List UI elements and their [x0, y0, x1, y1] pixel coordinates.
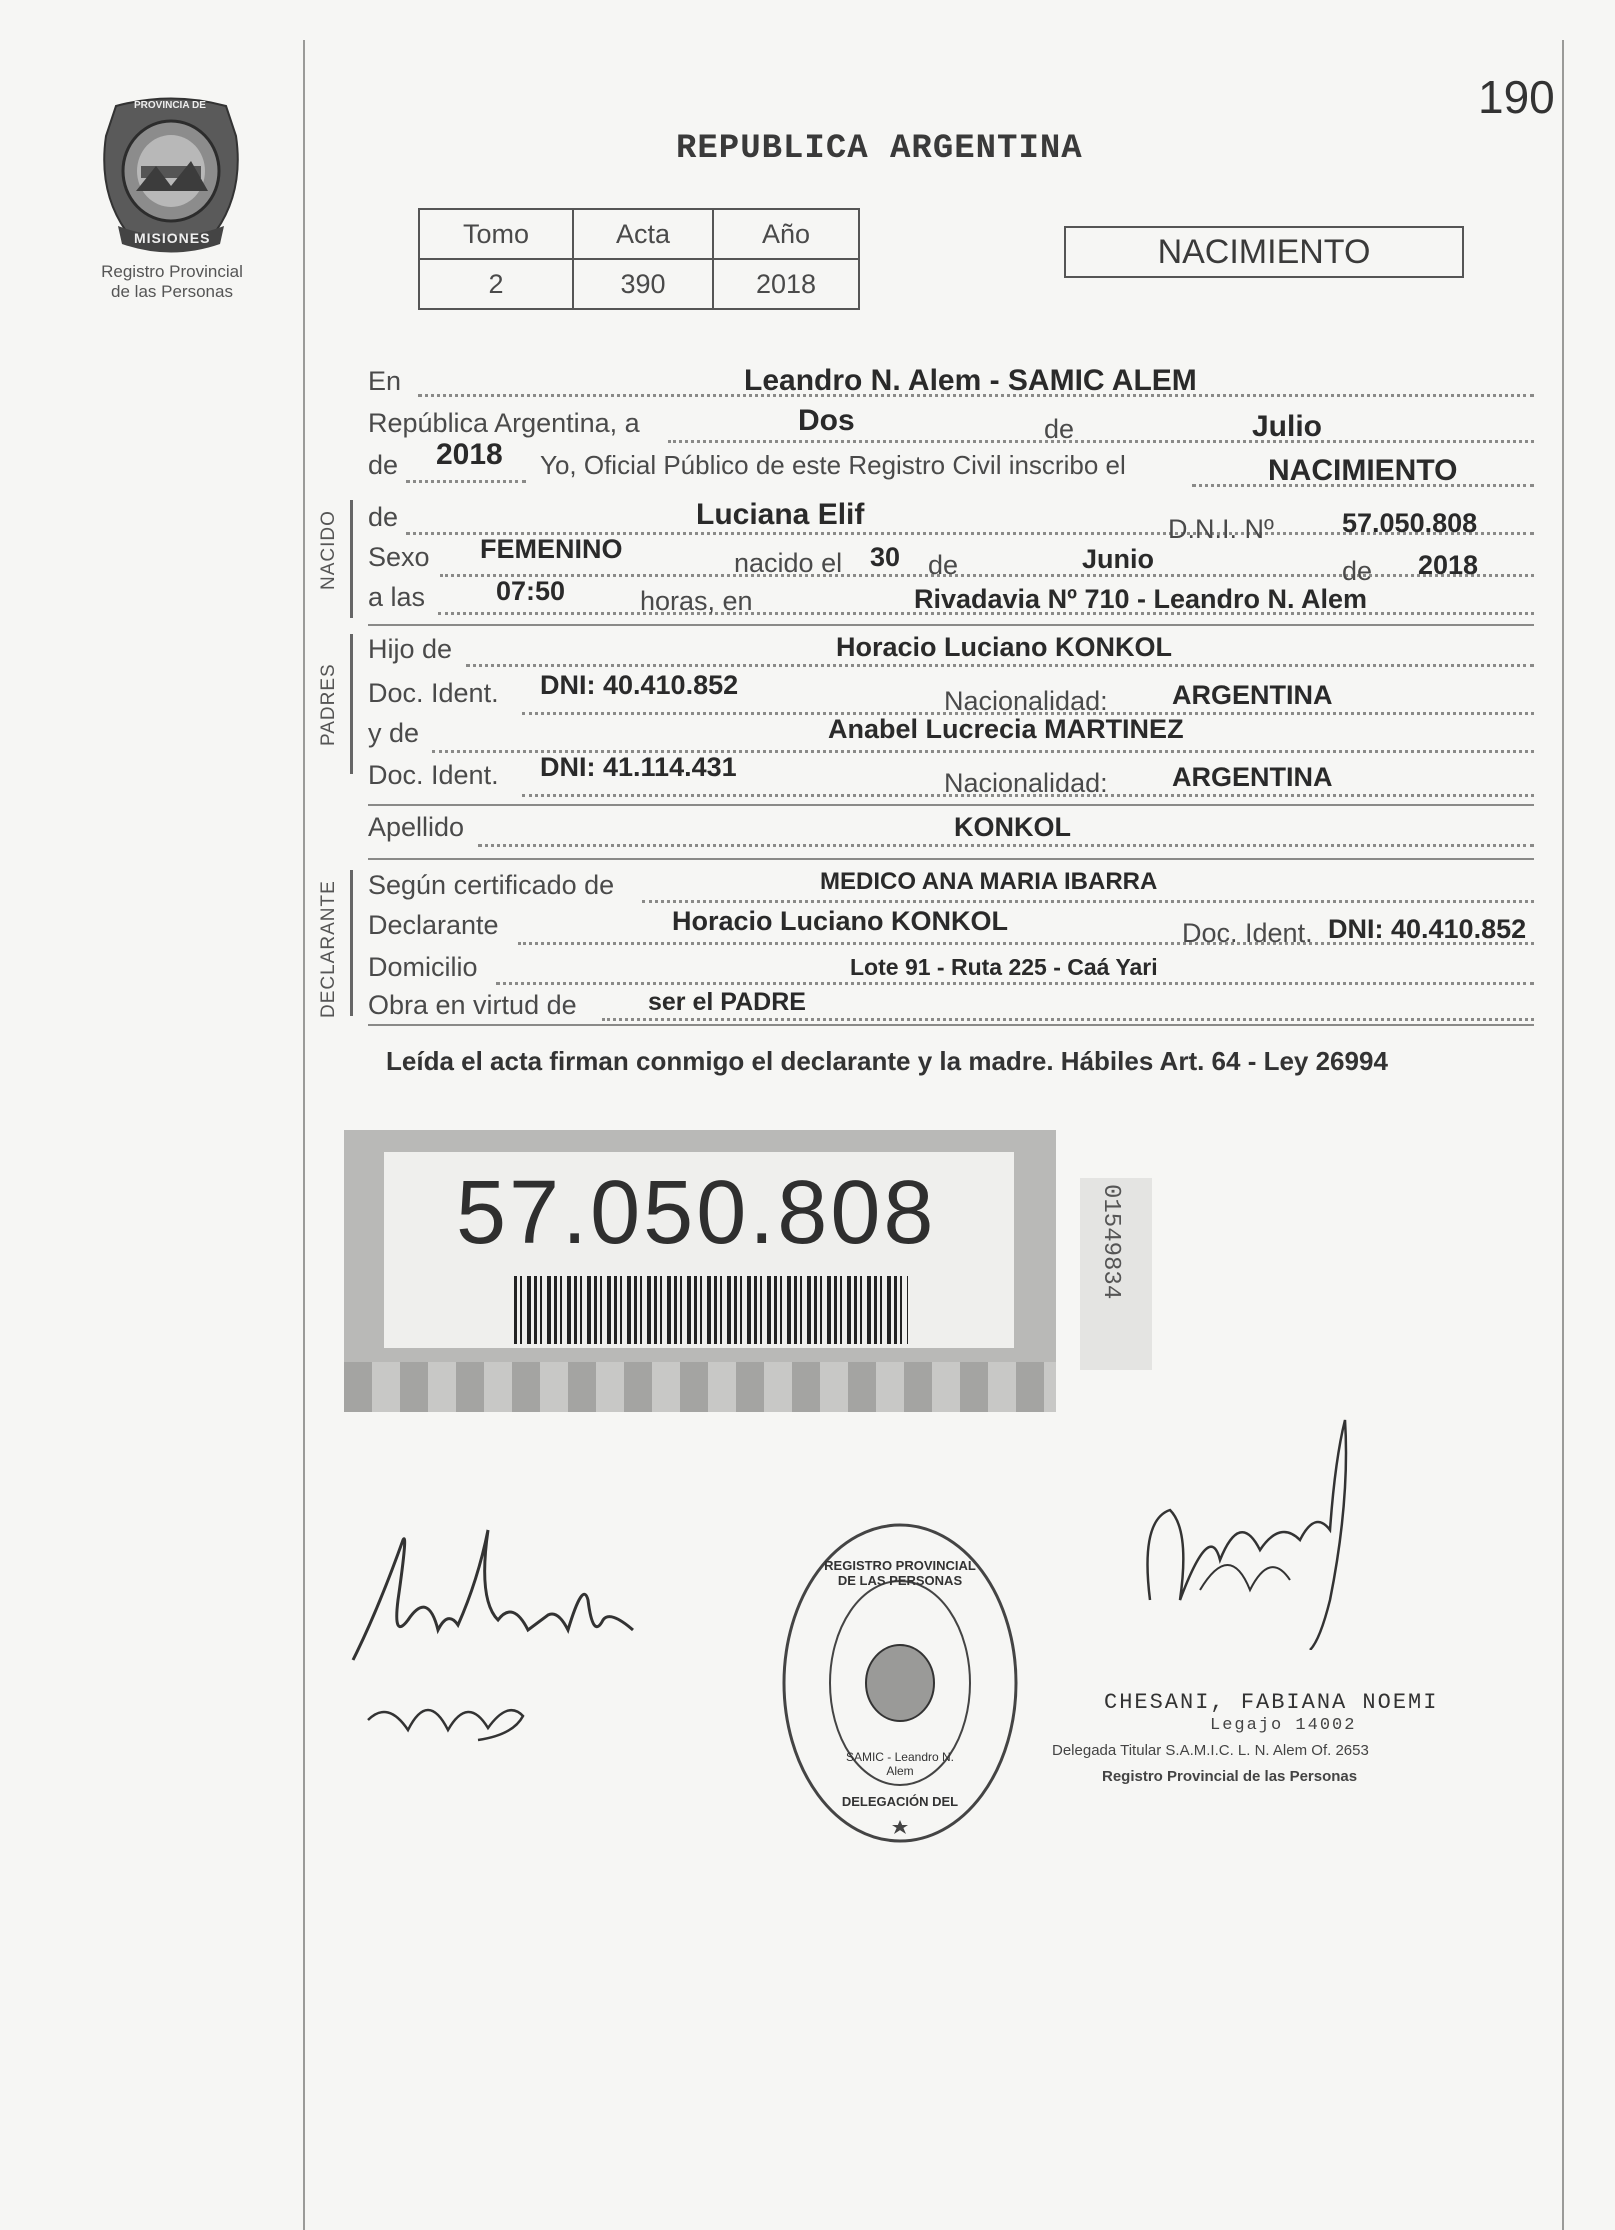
seal-outer-bottom-text: DELEGACIÓN DEL: [841, 1794, 959, 1809]
tomo-value: 2: [419, 259, 573, 309]
section-label-declarante: DECLARANTE: [318, 880, 339, 1018]
seal-inner-text: SAMIC - Leandro N. Alem: [845, 1750, 955, 1778]
doc-ident-label: Doc. Ident.: [368, 678, 499, 708]
apellido-value: KONKOL: [954, 812, 1071, 842]
mother-name-value: Anabel Lucrecia MARTINEZ: [828, 714, 1184, 744]
mother-nationality-value: ARGENTINA: [1172, 762, 1333, 792]
ano-value: 2018: [713, 259, 859, 309]
father-name-value: Horacio Luciano KONKOL: [836, 632, 1173, 662]
dni-number: 57.050.808: [456, 1163, 937, 1263]
record-reference-table: [418, 208, 860, 310]
dni-label: D.N.I. Nº: [1168, 514, 1274, 544]
certificate-value: MEDICO ANA MARIA IBARRA: [820, 868, 1158, 895]
left-margin-line: [303, 40, 305, 2230]
registration-year-value: 2018: [436, 438, 503, 471]
section-label-padres: PADRES: [318, 663, 339, 746]
birth-time-value: 07:50: [496, 576, 566, 606]
de-label-4: de: [928, 550, 959, 580]
official-signature: [1140, 1400, 1380, 1650]
registration-month-value: Julio: [1252, 410, 1323, 443]
domicilio-label: Domicilio: [368, 952, 478, 982]
birth-month-value: Junio: [1082, 544, 1154, 574]
acta-value: 390: [573, 259, 713, 309]
father-doc-value: DNI: 40.410.852: [540, 670, 739, 700]
acta-header: Acta: [573, 209, 713, 259]
seal-outer-top-text: REGISTRO PROVINCIAL DE LAS PERSONAS: [824, 1558, 976, 1588]
hijo-de-label: Hijo de: [368, 634, 453, 664]
official-seal: [780, 1520, 1020, 1846]
doc-ident-label-2: Doc. Ident.: [368, 760, 499, 790]
obra-label: Obra en virtud de: [368, 990, 577, 1020]
mother-doc-value: DNI: 41.114.431: [540, 752, 737, 782]
registration-day-value: Dos: [798, 404, 855, 437]
obra-value: ser el PADRE: [648, 988, 806, 1016]
de-label: de: [1044, 414, 1075, 444]
dni-label-card: [344, 1130, 1056, 1412]
birth-place-value: Rivadavia Nº 710 - Leandro N. Alem: [914, 584, 1368, 614]
en-label: En: [368, 366, 402, 396]
official-role: Delegada Titular S.A.M.I.C. L. N. Alem Of. 2653: [1052, 1742, 1369, 1759]
section-label-nacido: NACIDO: [318, 510, 339, 590]
barcode: [514, 1276, 908, 1344]
decl-doc-label: Doc. Ident.: [1182, 918, 1313, 948]
official-office: Registro Provincial de las Personas: [1102, 1768, 1358, 1785]
right-margin-line: [1562, 40, 1564, 2230]
municipality-value: Leandro N. Alem - SAMIC ALEM: [744, 364, 1197, 397]
ano-header: Año: [713, 209, 859, 259]
de-label-3: de: [368, 502, 399, 532]
father-nationality-value: ARGENTINA: [1172, 680, 1333, 710]
declarante-doc-value: DNI: 40.410.852: [1328, 914, 1527, 944]
oficial-text: Yo, Oficial Público de este Registro Civil inscribo el: [540, 450, 1126, 480]
padres-bracket: [350, 634, 353, 774]
tomo-header: Tomo: [419, 209, 573, 259]
province-coat-of-arms-logo: [96, 96, 246, 256]
birth-day-value: 30: [870, 542, 901, 572]
page-number: 190: [1478, 71, 1555, 123]
logo-caption-line1: Registro Provincial: [101, 262, 243, 281]
declarante-bracket: [350, 870, 353, 1016]
record-type-box: NACIMIENTO: [1064, 226, 1464, 278]
logo-bottom-text: MISIONES: [134, 230, 211, 246]
logo-caption: [80, 262, 264, 302]
declarante-signature: [348, 1520, 638, 1760]
a-las-label: a las: [368, 582, 426, 612]
nacionalidad-label: Nacionalidad:: [944, 686, 1108, 716]
closing-statement: Leída el acta firman conmigo el declarante y la madre. Hábiles Art. 64 - Ley 26994: [386, 1046, 1388, 1076]
official-legajo: Legajo 14002: [1210, 1716, 1357, 1735]
nacionalidad-label-2: Nacionalidad:: [944, 768, 1108, 798]
sexo-label: Sexo: [368, 542, 430, 572]
logo-top-text: PROVINCIA DE: [134, 100, 206, 111]
apellido-label: Apellido: [368, 812, 465, 842]
nacido-bracket: [350, 500, 353, 618]
declarante-value: Horacio Luciano KONKOL: [672, 906, 1009, 936]
card-pattern-strip: [344, 1362, 1056, 1412]
segun-certificado-label: Según certificado de: [368, 870, 615, 900]
sexo-value: FEMENINO: [480, 534, 623, 564]
logo-caption-line2: de las Personas: [111, 282, 233, 301]
de-label-5: de: [1342, 556, 1373, 586]
child-name-value: Luciana Elif: [696, 498, 865, 531]
inscribo-value: NACIMIENTO: [1268, 454, 1458, 487]
country-title: REPUBLICA ARGENTINA: [676, 130, 1083, 168]
domicilio-value: Lote 91 - Ruta 225 - Caá Yari: [850, 954, 1158, 980]
horas-label: horas, en: [640, 586, 753, 616]
birth-year-value: 2018: [1418, 550, 1479, 580]
nacido-el-label: nacido el: [734, 548, 843, 578]
republica-label: República Argentina, a: [368, 408, 640, 438]
y-de-label: y de: [368, 718, 420, 748]
child-dni-value: 57.050.808: [1342, 508, 1478, 538]
declarante-label: Declarante: [368, 910, 499, 940]
side-code: 01549834: [1097, 1184, 1124, 1300]
official-name: CHESANI, FABIANA NOEMI: [1104, 1690, 1439, 1715]
de-label-2: de: [368, 450, 399, 480]
